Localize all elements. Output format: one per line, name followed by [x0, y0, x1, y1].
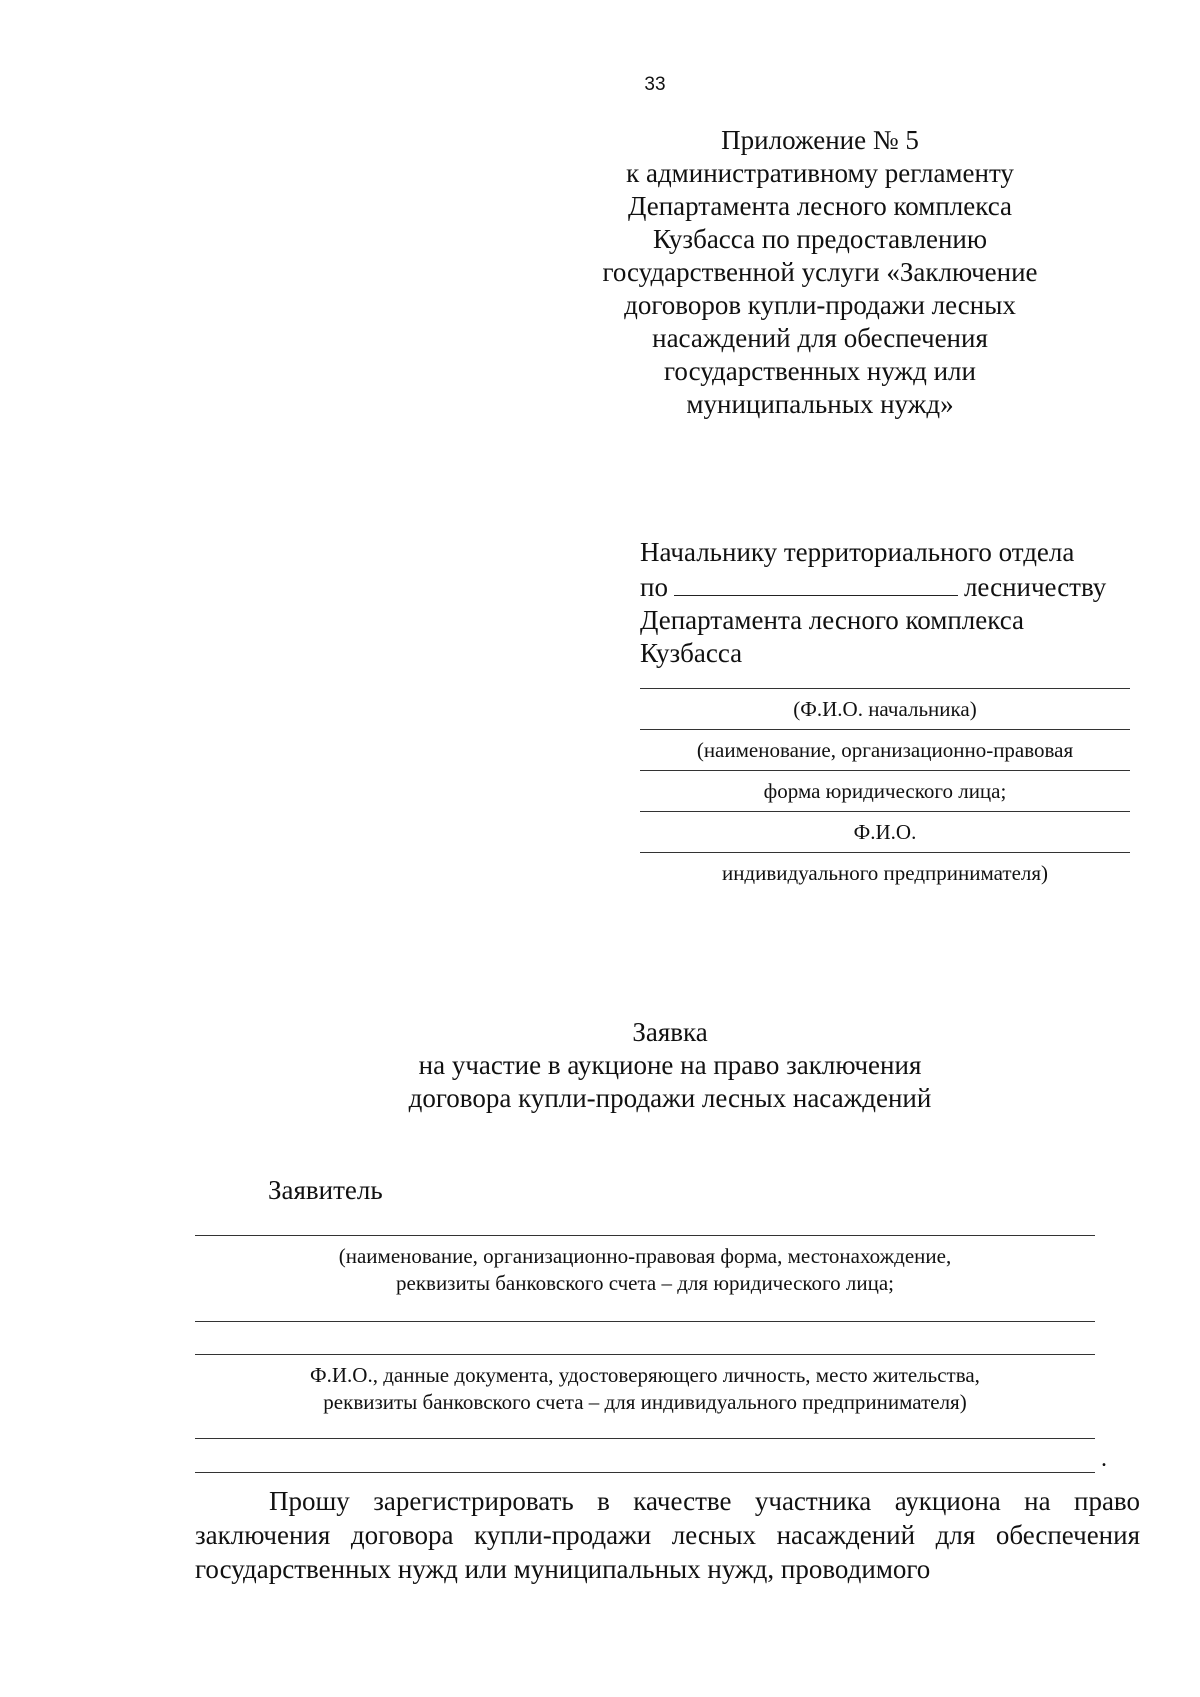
addressee-line: Департамента лесного комплекса: [640, 605, 1024, 635]
addressee-prefix: по: [640, 572, 668, 602]
end-mark: .: [1101, 1446, 1107, 1472]
request-text: Прошу зарегистрировать в качестве участника аукциона на право заключения договора купли-продажи лесных насаждений для обеспечения государственных нужд или муниципальных нужд, проводимого: [195, 1486, 1140, 1584]
addressee-line: Начальнику территориального отдела: [640, 537, 1075, 567]
appendix-line: Департамента лесного комплекса: [628, 191, 1012, 221]
applicant-block: [195, 1235, 1107, 1473]
appendix-header: [560, 124, 1080, 421]
addressee-line-forestry: [640, 569, 1120, 604]
field-caption: (Ф.И.О. начальника): [793, 697, 977, 721]
appendix-line: Приложение № 5: [721, 125, 919, 155]
appendix-line: насаждений для обеспечения: [652, 323, 988, 353]
entrepreneur-field: [640, 852, 1130, 893]
applicant-caption: (наименование, организационно-правовая форма, местонахождение,: [338, 1244, 952, 1268]
appendix-line: государственных нужд или: [664, 356, 976, 386]
legal-form-field: [640, 770, 1130, 811]
applicant-last-line: [195, 1446, 1107, 1473]
field-caption: Ф.И.О.: [853, 820, 917, 844]
addressee-block: [640, 536, 1120, 670]
field-caption: форма юридического лица;: [763, 779, 1007, 803]
appendix-line: Кузбасса по предоставлению: [652, 224, 988, 254]
org-name-field: [640, 729, 1130, 770]
addressee-line: Кузбасса: [640, 638, 743, 668]
title-line: Заявка: [632, 1017, 708, 1047]
fio-field: [640, 811, 1130, 852]
page-number: 33: [644, 74, 666, 95]
applicant-blank-1[interactable]: [195, 1235, 1095, 1236]
appendix-line: к административному регламенту: [626, 158, 1014, 188]
title-line: на участие в аукционе на право заключения: [418, 1050, 922, 1080]
appendix-line: договоров купли-продажи лесных: [624, 290, 1016, 320]
fio-head-field: [640, 688, 1130, 729]
forestry-name-blank[interactable]: [674, 569, 958, 596]
applicant-caption: Ф.И.О., данные документа, удостоверяющего личность, место жительства,: [310, 1363, 980, 1387]
applicant-blank-2[interactable]: [195, 1321, 1095, 1322]
document-title: [330, 1016, 1010, 1115]
title-line: договора купли-продажи лесных насаждений: [408, 1083, 932, 1113]
appendix-line: государственной услуги «Заключение: [602, 257, 1038, 287]
addressee-fields: [640, 688, 1130, 893]
applicant-blank-5[interactable]: [195, 1472, 1095, 1473]
appendix-line: муниципальных нужд»: [686, 389, 954, 419]
applicant-caption: реквизиты банковского счета – для индивидуального предпринимателя): [323, 1390, 967, 1414]
field-caption: (наименование, организационно-правовая: [696, 738, 1074, 762]
field-caption: индивидуального предпринимателя): [721, 861, 1049, 885]
applicant-blank-4[interactable]: [195, 1438, 1095, 1439]
applicant-caption: реквизиты банковского счета – для юридического лица;: [396, 1271, 894, 1295]
addressee-suffix: лесничеству: [963, 572, 1107, 602]
applicant-label: Заявитель: [268, 1175, 383, 1205]
applicant-blank-3[interactable]: [195, 1354, 1095, 1355]
request-paragraph: [195, 1484, 1140, 1586]
